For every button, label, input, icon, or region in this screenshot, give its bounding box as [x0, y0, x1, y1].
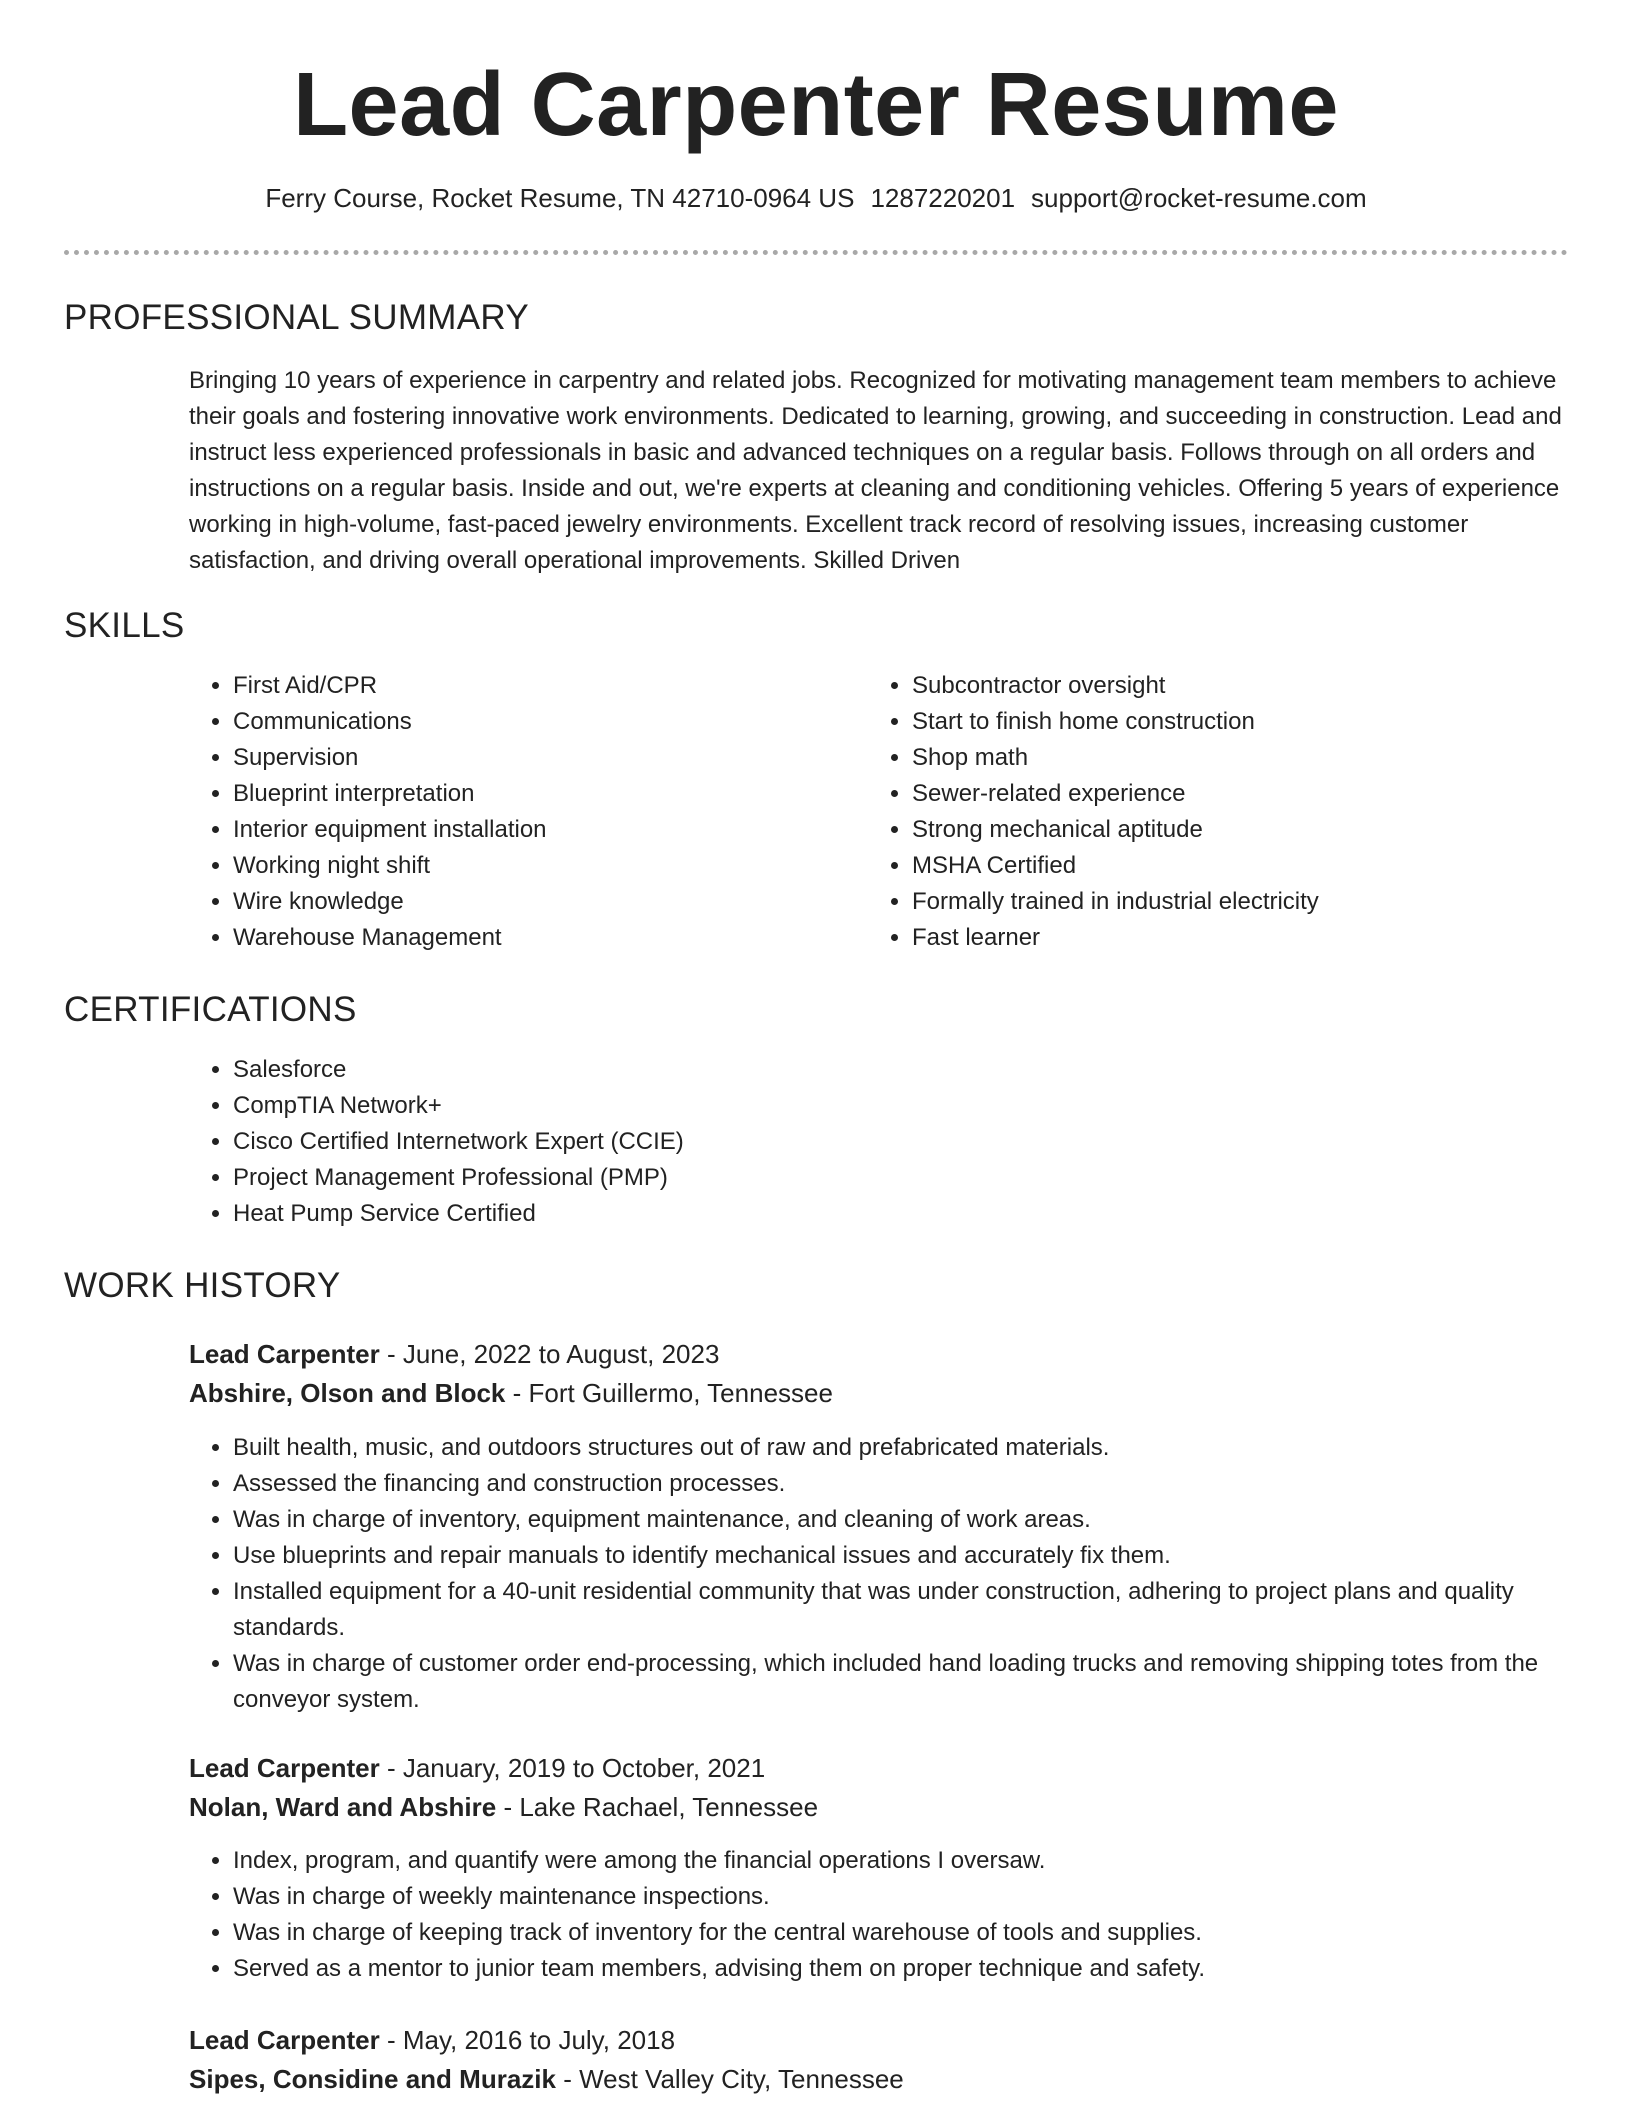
contact-line: [0, 180, 1632, 216]
skill-item: • Warehouse Management: [233, 920, 853, 956]
job-bullet: • Assessed the financing and construction processes.: [233, 1466, 1613, 1502]
skill-item: • Working night shift: [233, 848, 853, 884]
address-text: Ferry Course, Rocket Resume, TN 42710-0964 US: [265, 183, 855, 213]
skill-item: • MSHA Certified: [912, 848, 1592, 884]
job-title: Lead Carpenter: [189, 2025, 380, 2055]
summary-heading: PROFESSIONAL SUMMARY: [64, 298, 529, 337]
job-title: Lead Carpenter: [189, 1753, 380, 1783]
job-location: - West Valley City, Tennessee: [555, 2064, 904, 2094]
certification-item: • CompTIA Network+: [233, 1088, 1533, 1124]
job-bullet: • Index, program, and quantify were among the financial operations I oversaw.: [233, 1843, 1613, 1879]
job-company: Nolan, Ward and Abshire: [189, 1792, 497, 1822]
job-bullets: [189, 1430, 1613, 1718]
certifications-list: [189, 1052, 1533, 1232]
skill-item: • Shop math: [912, 740, 1592, 776]
work-history-heading: WORK HISTORY: [64, 1266, 341, 1305]
skill-item: • Blueprint interpretation: [233, 776, 853, 812]
certification-item: • Project Management Professional (PMP): [233, 1160, 1533, 1196]
job-title: Lead Carpenter: [189, 1339, 380, 1369]
job-bullet: • Was in charge of customer order end-processing, which included hand loading trucks and removing shipping totes from the conveyor system.: [233, 1646, 1613, 1718]
job-bullet: • Was in charge of inventory, equipment maintenance, and cleaning of work areas.: [233, 1502, 1613, 1538]
job-company-line: [189, 1375, 833, 1411]
skill-item: • Formally trained in industrial electricity: [912, 884, 1592, 920]
skill-item: • Interior equipment installation: [233, 812, 853, 848]
certifications-heading: CERTIFICATIONS: [64, 990, 357, 1029]
certification-item: • Cisco Certified Internetwork Expert (CCIE): [233, 1124, 1533, 1160]
job-bullet: • Served as a mentor to junior team members, advising them on proper technique and safety.: [233, 1951, 1613, 1987]
job-company: Sipes, Considine and Murazik: [189, 2064, 556, 2094]
phone-text: 1287220201: [870, 183, 1016, 213]
job-bullet: • Was in charge of weekly maintenance inspections.: [233, 1879, 1613, 1915]
skill-item: • Start to finish home construction: [912, 704, 1592, 740]
skill-item: • Supervision: [233, 740, 853, 776]
job-company: Abshire, Olson and Block: [189, 1378, 506, 1408]
job-location: - Fort Guillermo, Tennessee: [505, 1378, 833, 1408]
job-bullet: • Installed equipment for a 40-unit residential community that was under construction, adhering to project plans and quality standards.: [233, 1574, 1613, 1646]
certification-item: • Salesforce: [233, 1052, 1533, 1088]
job-bullet: • Built health, music, and outdoors structures out of raw and prefabricated materials.: [233, 1430, 1613, 1466]
skills-list-right: [868, 668, 1592, 956]
skill-item: • Sewer-related experience: [912, 776, 1592, 812]
skill-item: • Communications: [233, 704, 853, 740]
job-location: - Lake Rachael, Tennessee: [496, 1792, 819, 1822]
job-dates: - January, 2019 to October, 2021: [379, 1753, 766, 1783]
certification-item: • Heat Pump Service Certified: [233, 1196, 1533, 1232]
job-title-line: [189, 2022, 675, 2058]
skill-item: • First Aid/CPR: [233, 668, 853, 704]
skills-heading: SKILLS: [64, 606, 185, 645]
job-dates: - May, 2016 to July, 2018: [379, 2025, 676, 2055]
skill-item: • Fast learner: [912, 920, 1592, 956]
job-title-line: [189, 1336, 719, 1372]
job-title-line: [189, 1750, 765, 1786]
header-divider: [64, 250, 1568, 255]
skill-item: • Wire knowledge: [233, 884, 853, 920]
job-company-line: [189, 1789, 818, 1825]
job-bullet: • Was in charge of keeping track of inventory for the central warehouse of tools and supplies.: [233, 1915, 1613, 1951]
skills-list-left: [189, 668, 853, 956]
job-dates: - June, 2022 to August, 2023: [379, 1339, 720, 1369]
email-text: support@rocket-resume.com: [1031, 183, 1367, 213]
job-company-line: [189, 2061, 904, 2097]
skill-item: • Subcontractor oversight: [912, 668, 1592, 704]
skill-item: • Strong mechanical aptitude: [912, 812, 1592, 848]
job-bullet: • Use blueprints and repair manuals to identify mechanical issues and accurately fix them.: [233, 1538, 1613, 1574]
job-bullets: [189, 1843, 1613, 1987]
summary-text: Bringing 10 years of experience in carpentry and related jobs. Recognized for motivating management team members to achieve their goals and fostering innovative work environments. Dedicated to learning, growing, and succeeding in construction. Lead and instruct less experienced professionals in basic and advanced techniques on a regular basis. Follows through on all orders and instructions on a regular basis. Inside and out, we're experts at cleaning and conditioning vehicles. Offering 5 years of experience working in high-volume, fast-paced jewelry environments. Excellent track record of resolving issues, increasing customer satisfaction, and driving overall operational improvements. Skilled Driven: [189, 367, 1562, 574]
resume-title: Lead Carpenter Resume: [293, 55, 1339, 155]
